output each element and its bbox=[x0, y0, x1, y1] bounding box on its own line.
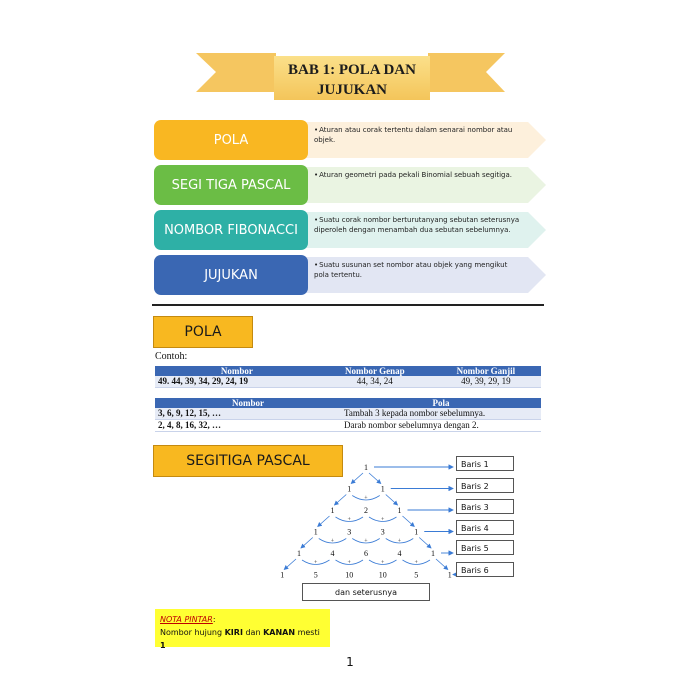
pascal-edge-arrow bbox=[351, 473, 363, 484]
nota-one: 1 bbox=[160, 641, 166, 650]
pascal-number: 3 bbox=[347, 527, 352, 537]
nota-text bbox=[160, 626, 325, 652]
table-cell: 44, 34, 24 bbox=[319, 376, 431, 388]
baris-label-5: Baris 5 bbox=[456, 540, 514, 555]
plus-sign: + bbox=[347, 517, 351, 523]
pascal-number: 10 bbox=[345, 570, 354, 580]
nota-text-b: dan bbox=[242, 628, 264, 637]
pascal-edge-arrow bbox=[419, 538, 431, 549]
pascal-edge-arrow bbox=[335, 495, 347, 506]
plus-sign: + bbox=[381, 517, 385, 523]
pascal-number: 1 bbox=[414, 527, 419, 537]
pascal-number: 1 bbox=[313, 527, 318, 537]
pascal-number: 5 bbox=[414, 570, 419, 580]
table-cell: Darab nombor sebelumnya dengan 2. bbox=[341, 420, 541, 432]
plus-sign: + bbox=[364, 495, 368, 502]
concept-jujukan: JUJUKAN bbox=[154, 255, 308, 295]
pascal-number: 4 bbox=[397, 549, 402, 558]
concept-nombor-fibonacci: NOMBOR FIBONACCI bbox=[154, 210, 308, 250]
concept-pola-desc: • Aturan atau corak tertentu dalam senarai nombor atau objek. bbox=[314, 125, 520, 145]
pascal-number: 5 bbox=[313, 570, 318, 580]
nota-text-c: mesti bbox=[295, 628, 320, 637]
concept-jujukan-desc: • Suatu susunan set nombor atau objek yang mengikut pola tertentu. bbox=[314, 260, 520, 280]
table-header-cell: Nombor bbox=[155, 366, 319, 376]
concept-nombor-fibonacci-desc: • Suatu corak nombor berturutanyang sebutan seterusnya diperoleh dengan menambah dua sebutan sebelumnya. bbox=[314, 215, 520, 235]
nota-kiri: KIRI bbox=[224, 628, 243, 637]
baris-label-6: Baris 6 bbox=[456, 562, 514, 577]
pascal-heading: SEGITIGA PASCAL bbox=[153, 445, 343, 477]
pascal-edge-arrow bbox=[301, 538, 313, 549]
baris-label-1: Baris 1 bbox=[456, 456, 514, 471]
plus-sign: + bbox=[330, 538, 335, 545]
table-cell: Tambah 3 kepada nombor sebelumnya. bbox=[341, 408, 541, 420]
pascal-number: 4 bbox=[330, 549, 335, 558]
seterusnya-box: dan seterusnya bbox=[302, 583, 430, 601]
table-cell: 49, 39, 29, 19 bbox=[431, 376, 541, 388]
table-cell: 3, 6, 9, 12, 15, … bbox=[155, 408, 341, 420]
concept-segi-tiga-pascal-desc: • Aturan geometri pada pekali Binomial sebuah segitiga. bbox=[314, 170, 520, 180]
pascal-number: 1 bbox=[380, 484, 385, 494]
concept-pola: POLA bbox=[154, 120, 308, 160]
plus-sign: + bbox=[364, 538, 368, 545]
pascal-edge-arrow bbox=[386, 495, 398, 506]
table-header-cell: Nombor Ganjil bbox=[431, 366, 541, 376]
baris-label-4: Baris 4 bbox=[456, 520, 514, 535]
nota-heading: NOTA PINTAR bbox=[160, 615, 213, 624]
pascal-number: 1 bbox=[447, 570, 452, 580]
baris-label-3: Baris 3 bbox=[456, 499, 514, 514]
table-cell: 49. 44, 39, 34, 29, 24, 19 bbox=[155, 376, 319, 388]
pola-heading: POLA bbox=[153, 316, 253, 348]
pascal-number: 1 bbox=[330, 506, 335, 515]
pascal-edge-arrow bbox=[369, 473, 381, 484]
nota-pintar-box bbox=[155, 609, 330, 650]
pascal-edge-arrow bbox=[403, 516, 415, 527]
nota-heading-suffix: : bbox=[212, 615, 216, 624]
pascal-number: 3 bbox=[380, 527, 385, 537]
pascal-number: 2 bbox=[364, 506, 368, 515]
pascal-number: 10 bbox=[378, 570, 387, 580]
plus-sign: + bbox=[381, 560, 385, 566]
page-number: 1 bbox=[346, 655, 354, 669]
plus-sign: + bbox=[397, 538, 402, 545]
plus-sign: + bbox=[414, 560, 418, 566]
title-line-2: JUJUKAN bbox=[317, 82, 387, 98]
table-header-cell: Nombor bbox=[155, 398, 341, 408]
pascal-number: 1 bbox=[347, 484, 352, 494]
pascal-number: 1 bbox=[280, 570, 285, 580]
pascal-number: 1 bbox=[431, 549, 435, 558]
pascal-number: 6 bbox=[364, 549, 368, 558]
pascal-edge-arrow bbox=[284, 559, 296, 570]
table-cell: 2, 4, 8, 16, 32, … bbox=[155, 420, 341, 432]
title-line-1: BAB 1: POLA DAN bbox=[288, 62, 416, 78]
pascal-edge-arrow bbox=[436, 559, 448, 570]
nota-kanan: KANAN bbox=[263, 628, 296, 637]
nota-heading-line bbox=[160, 613, 325, 626]
pascal-number: 1 bbox=[297, 549, 301, 558]
pascal-number: 1 bbox=[364, 463, 368, 472]
pascal-edge-arrow bbox=[318, 516, 330, 527]
plus-sign: + bbox=[347, 560, 351, 566]
concept-segi-tiga-pascal: SEGI TIGA PASCAL bbox=[154, 165, 308, 205]
baris-label-2: Baris 2 bbox=[456, 478, 514, 493]
table-header-cell: Pola bbox=[341, 398, 541, 408]
nota-text-a: Nombor hujung bbox=[160, 628, 225, 637]
plus-sign: + bbox=[314, 560, 318, 566]
pascal-number: 1 bbox=[397, 506, 402, 515]
table-header-cell: Nombor Genap bbox=[319, 366, 431, 376]
contoh-label: Contoh: bbox=[155, 351, 188, 362]
